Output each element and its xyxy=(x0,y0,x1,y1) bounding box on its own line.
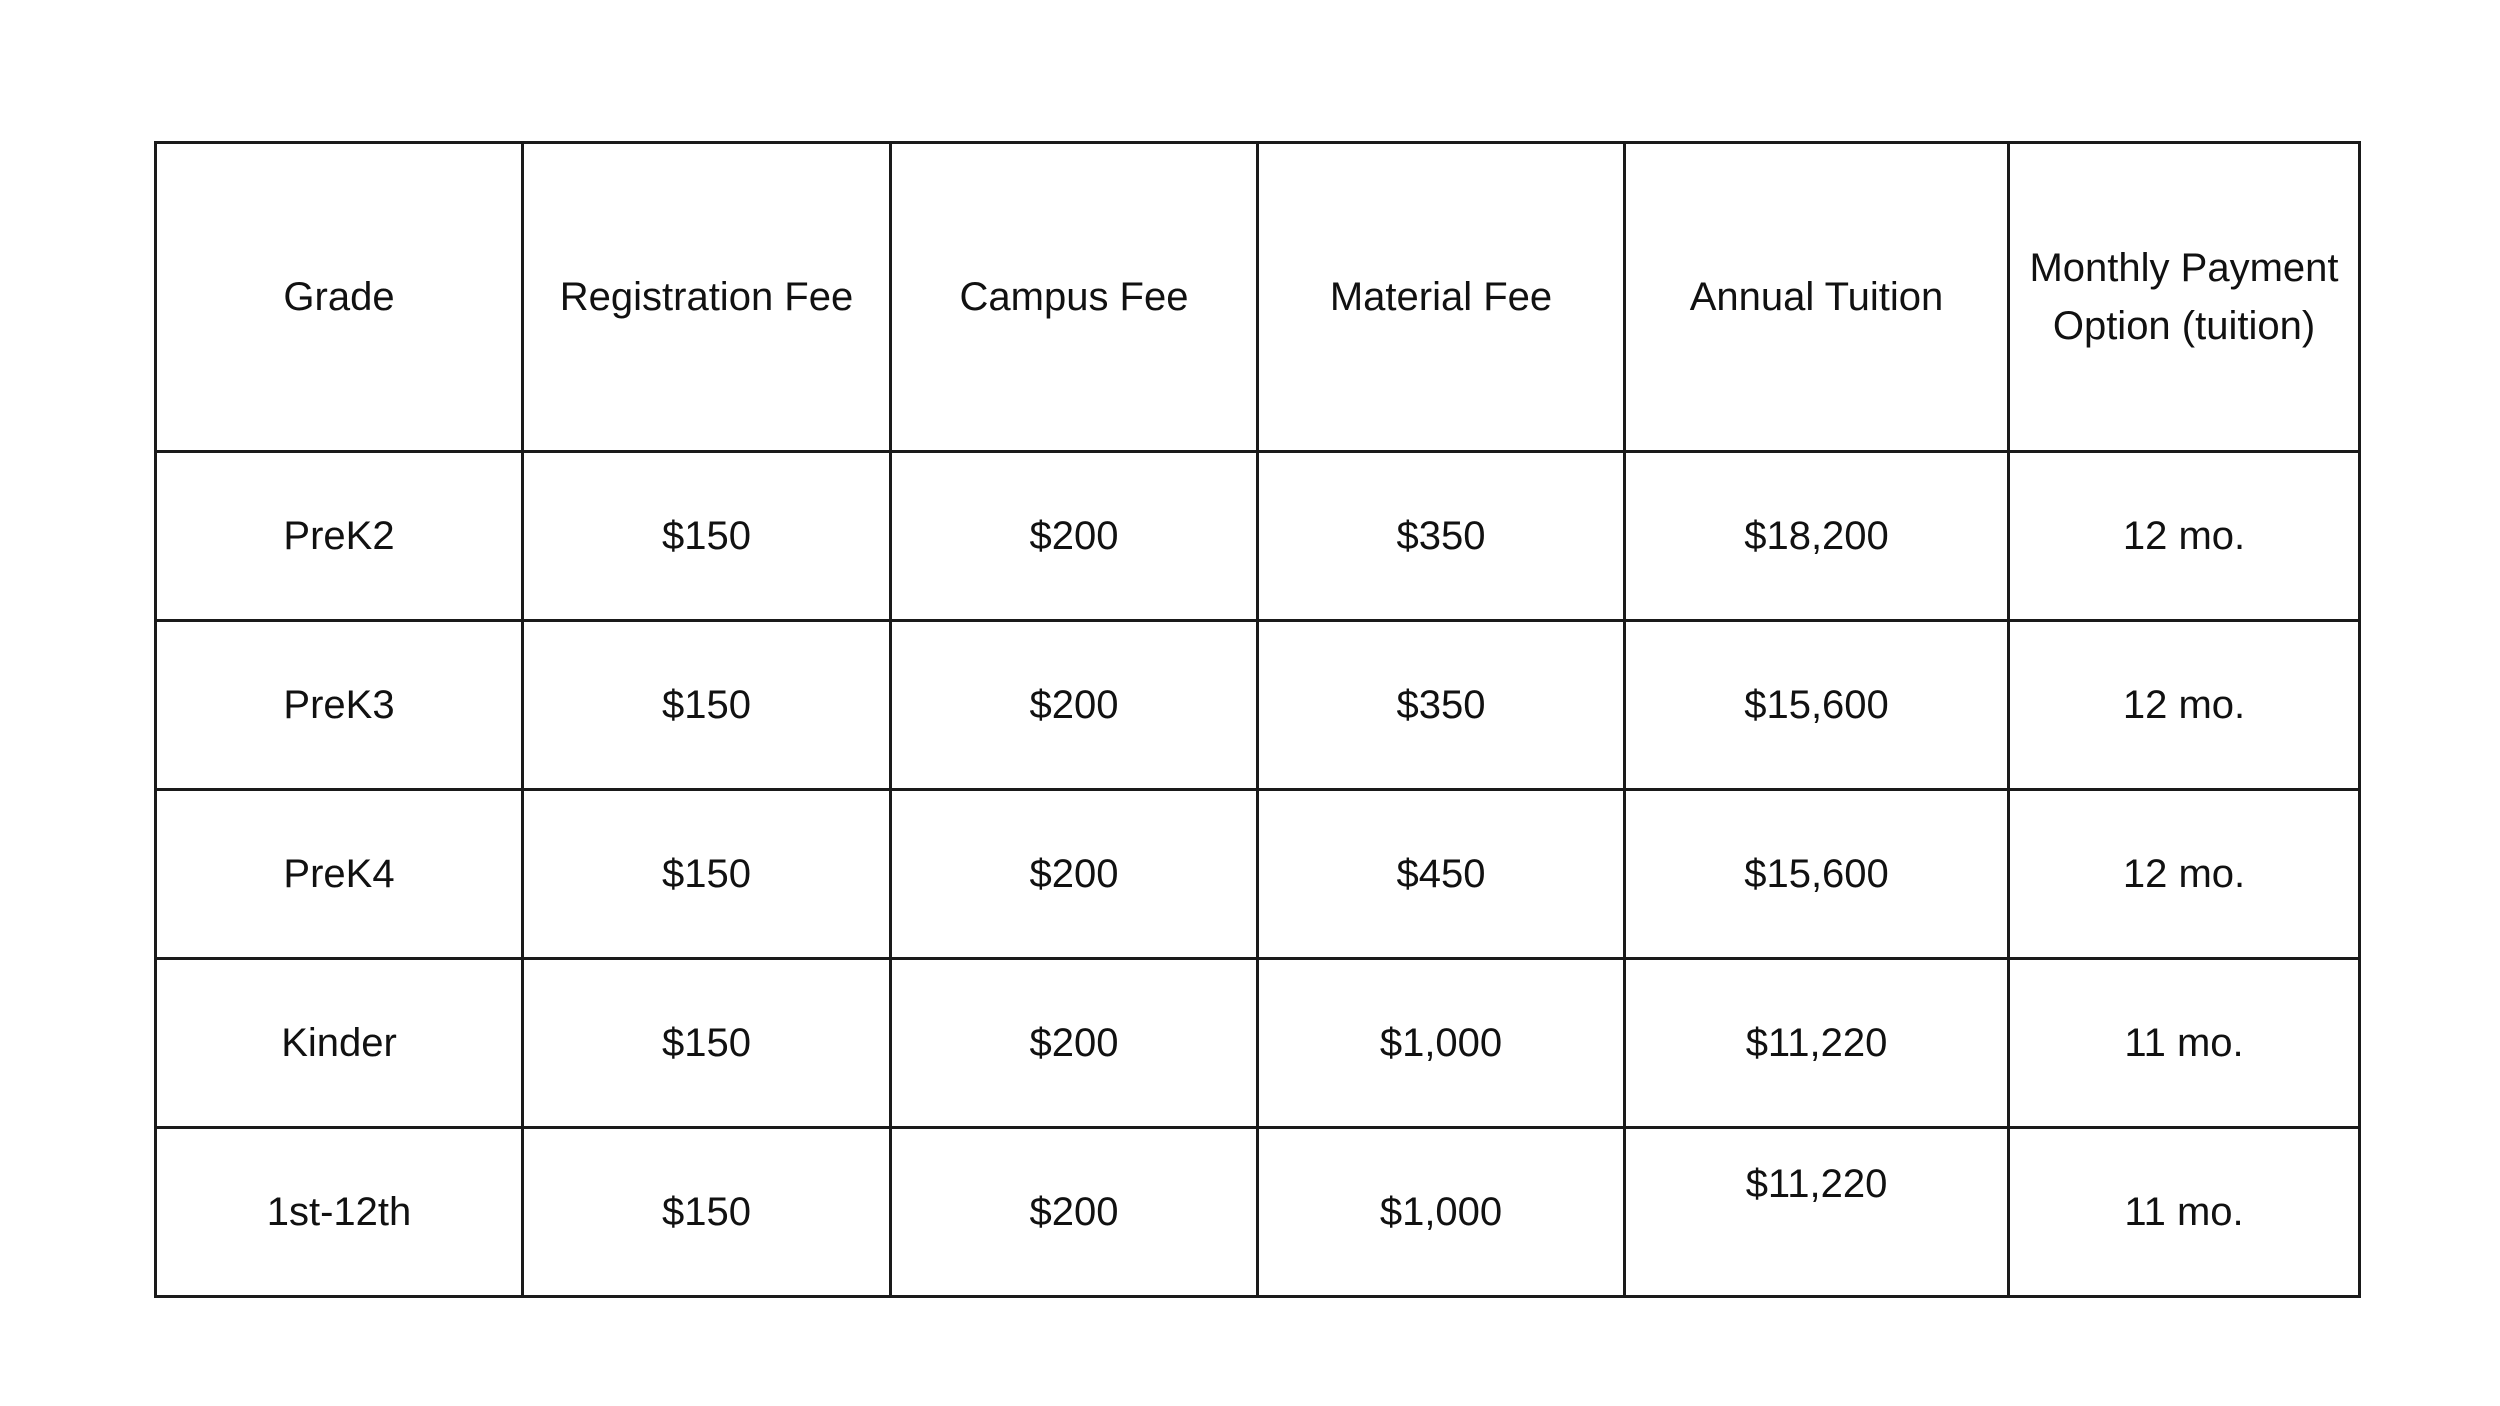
cell-annual-tuition: $15,600 xyxy=(1625,790,2009,959)
cell-campus-fee: $200 xyxy=(891,790,1258,959)
cell-monthly-payment: 12 mo. xyxy=(2009,621,2360,790)
cell-grade: PreK3 xyxy=(156,621,523,790)
cell-annual-tuition xyxy=(1625,1128,2009,1297)
cell-monthly-payment: 12 mo. xyxy=(2009,452,2360,621)
cell-monthly-payment: 12 mo. xyxy=(2009,790,2360,959)
cell-registration-fee: $150 xyxy=(523,790,891,959)
header-material-fee: Material Fee xyxy=(1258,143,1625,452)
cell-annual-tuition: $15,600 xyxy=(1625,621,2009,790)
cell-material-fee: $350 xyxy=(1258,621,1625,790)
header-annual-tuition: Annual Tuition xyxy=(1625,143,2009,452)
cell-registration-fee: $150 xyxy=(523,959,891,1128)
cell-registration-fee: $150 xyxy=(523,1128,891,1297)
cell-campus-fee: $200 xyxy=(891,452,1258,621)
cell-annual-tuition-value: $11,220 xyxy=(1745,1162,1888,1206)
cell-material-fee: $1,000 xyxy=(1258,1128,1625,1297)
cell-material-fee: $1,000 xyxy=(1258,959,1625,1128)
cell-campus-fee: $200 xyxy=(891,959,1258,1128)
cell-campus-fee: $200 xyxy=(891,621,1258,790)
table-row xyxy=(156,1128,2360,1297)
cell-grade: PreK4 xyxy=(156,790,523,959)
cell-grade: Kinder xyxy=(156,959,523,1128)
cell-material-fee: $350 xyxy=(1258,452,1625,621)
table-row xyxy=(156,790,2360,959)
cell-grade: 1st-12th xyxy=(156,1128,523,1297)
cell-monthly-payment: 11 mo. xyxy=(2009,1128,2360,1297)
table-row xyxy=(156,959,2360,1128)
header-grade: Grade xyxy=(156,143,523,452)
cell-campus-fee: $200 xyxy=(891,1128,1258,1297)
cell-material-fee: $450 xyxy=(1258,790,1625,959)
cell-registration-fee: $150 xyxy=(523,452,891,621)
cell-registration-fee: $150 xyxy=(523,621,891,790)
table-header-row xyxy=(156,143,2360,452)
header-campus-fee: Campus Fee xyxy=(891,143,1258,452)
cell-monthly-payment: 11 mo. xyxy=(2009,959,2360,1128)
cell-grade: PreK2 xyxy=(156,452,523,621)
table-row xyxy=(156,452,2360,621)
header-registration-fee: Registration Fee xyxy=(523,143,891,452)
cell-annual-tuition: $18,200 xyxy=(1625,452,2009,621)
header-monthly-payment: Monthly Payment Option (tuition) xyxy=(2009,143,2360,452)
table-row xyxy=(156,621,2360,790)
tuition-table xyxy=(154,141,2361,1298)
cell-annual-tuition: $11,220 xyxy=(1625,959,2009,1128)
